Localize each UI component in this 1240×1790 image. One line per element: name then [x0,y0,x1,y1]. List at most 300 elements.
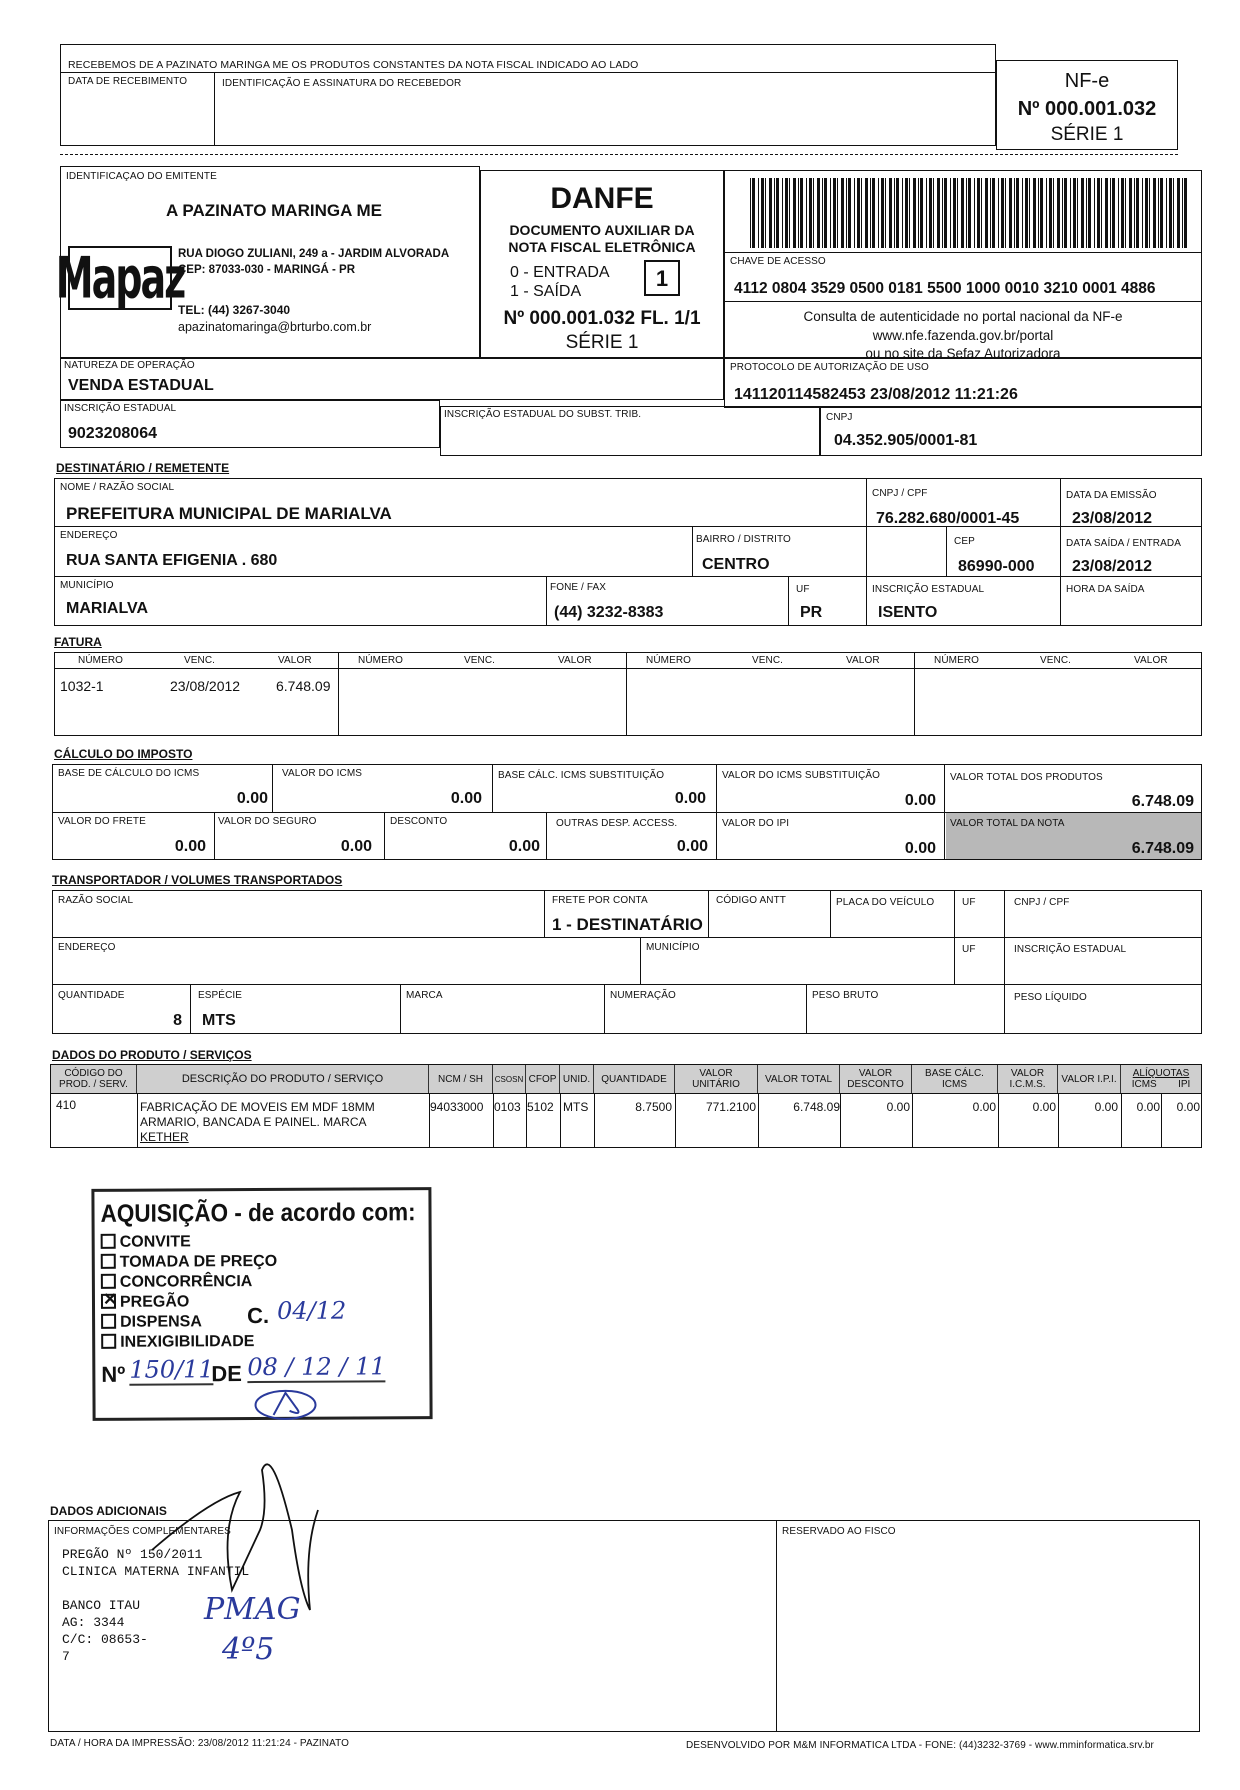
chave-consulta2: www.nfe.fazenda.gov.br/portal [872,328,1054,343]
fatura-header-2-2: VENC. [464,655,496,666]
transp-antt-label: CÓDIGO ANTT [716,895,786,906]
product-column-divider [560,1093,561,1148]
prod-csosn: 0103 [494,1100,521,1114]
barcode-bar [1142,178,1143,248]
barcode-bar [1046,178,1047,248]
barcode-bar [992,178,995,248]
barcode-bar [857,178,860,248]
barcode-bar [896,178,899,248]
signature [150,1440,350,1640]
barcode-bar [776,178,779,248]
barcode-bar [1073,178,1076,248]
dest-fone-label: FONE / FAX [550,582,607,593]
barcode-bar [957,178,958,248]
barcode-bar [1014,178,1015,248]
dest-bairro-label: BAIRRO / DISTRITO [696,534,791,545]
hdr-aliq-label: ALÍQUOTAS [1132,1068,1190,1079]
barcode-bar [913,178,916,248]
hdr-vicms: VALOR I.C.M.S. [998,1065,1058,1093]
danfe-serie: SÉRIE 1 [565,332,639,353]
transp-municipio-label: MUNICÍPIO [646,942,700,953]
barcode-bar [905,178,908,248]
transp-frete-label: FRETE POR CONTA [552,895,648,906]
transp-numeracao-label: NUMERAÇÃO [610,990,676,1001]
destinatario-section: DESTINATÁRIO / REMETENTE [56,461,230,475]
transp-razao-label: RAZÃO SOCIAL [58,895,134,906]
prod-unid: MTS [563,1100,589,1114]
transp-qtd-label: QUANTIDADE [58,990,125,1001]
barcode-bar [1121,178,1124,248]
barcode-bar [909,178,910,248]
barcode-bar [998,178,999,248]
barcode [750,178,1190,248]
product-column-divider [1058,1093,1059,1148]
fatura-header-1-1: NÚMERO [78,655,124,666]
fatura-header-4-3: VALOR [1134,655,1168,666]
transp-cnpj-label: CNPJ / CPF [1014,897,1070,908]
barcode-bar [1009,178,1012,248]
barcode-bar [1038,178,1039,248]
dest-endereco-label: ENDEREÇO [60,530,118,541]
transp-marca-label: MARCA [406,990,443,1001]
barcode-bar [848,178,851,248]
prod-qtd: 8.7500 [635,1100,672,1114]
prod-vipi: 0.00 [1094,1100,1118,1114]
dest-endereco: RUA SANTA EFIGENIA . 680 [66,552,278,569]
barcode-bar [789,178,790,248]
prod-codigo: 410 [56,1098,77,1112]
prod-vicms: 0.00 [1032,1100,1056,1114]
dest-name: PREFEITURA MUNICIPAL DE MARIALVA [66,504,392,523]
hand-note-2: 4º5 [222,1632,275,1667]
emitente-logo [55,245,185,311]
info-line: PREGÃO Nº 150/2011 [62,1547,203,1562]
barcode-bar [1110,178,1111,248]
barcode-bar [1153,178,1156,248]
chave-value: 4112 0804 3529 0500 0181 5500 1000 0010 3210 0001 4886 [734,280,1156,297]
barcode-bar [1149,178,1150,248]
product-column-divider [912,1093,913,1148]
hdr-ncm: NCM / SH [429,1065,493,1093]
info-line: BANCO ITAU [62,1598,141,1613]
danfe-number: Nº 000.001.032 FL. 1/1 [503,308,701,329]
barcode-bar [990,178,991,248]
fatura-venc: 23/08/2012 [170,678,241,694]
barcode-bar [846,178,847,248]
stamp-checkbox-checked: ✕ [102,1289,118,1309]
barcode-bar [798,178,799,248]
barcode-bar [1129,178,1132,248]
imp-desconto-label: DESCONTO [390,816,448,827]
fatura-header-3-1: NÚMERO [646,655,692,666]
hdr-qtd: QUANTIDADE [594,1065,675,1093]
dest-hora-label: HORA DA SAÍDA [1066,584,1145,595]
product-column-divider [840,1093,841,1148]
info-line: AG: 3344 [62,1615,125,1630]
transp-bruto-label: PESO BRUTO [812,990,879,1001]
imp-frete: 0.00 [174,838,206,855]
receipt-nfe-number: Nº 000.001.032 [1017,98,1157,120]
barcode-bar [1029,178,1030,248]
prod-aicms: 0.00 [1136,1100,1160,1114]
transp-endereco-label: ENDEREÇO [58,942,116,953]
receipt-nfe-serie: SÉRIE 1 [1050,124,1124,145]
imp-base-icms: 0.00 [236,790,268,807]
barcode-bar [1101,178,1102,248]
dest-cep: 86990-000 [958,558,1035,575]
emitente-address: RUA DIOGO ZULIANI, 249 a - JARDIM ALVORADA [178,248,450,260]
barcode-bar [944,178,947,248]
barcode-bar [1105,178,1108,248]
imp-total-prod: 6.748.09 [1131,793,1194,810]
stamp-item-concorrencia: CONCORRÊNCIA [101,1273,253,1292]
barcode-bar [1173,178,1174,248]
barcode-bar [1086,178,1087,248]
receipt-date-label: DATA DE RECEBIMENTO [68,76,188,87]
imp-valor-icms-label: VALOR DO ICMS [282,768,363,779]
barcode-bar [1166,178,1167,248]
barcode-bar [1112,178,1115,248]
receipt-cut-line [60,154,1178,155]
dest-cep-label: CEP [954,536,975,547]
stamp-checkbox [101,1234,116,1249]
stamp-checkbox [101,1314,116,1329]
natureza-value: VENDA ESTADUAL [68,377,214,394]
imp-valor-st-label: VALOR DO ICMS SUBSTITUIÇÃO [722,770,880,781]
fatura-section: FATURA [54,635,102,649]
protocolo-label: PROTOCOLO DE AUTORIZAÇÃO DE USO [730,362,929,373]
emitente-label: IDENTIFICAÇAO DO EMITENTE [66,171,217,182]
acquisition-stamp [91,1187,432,1421]
barcode-bar [1033,178,1036,248]
stamp-item-pregao: ✕ PREGÃO [102,1289,190,1311]
dest-uf-label: UF [796,584,810,595]
danfe-entrada: 0 - ENTRADA [510,264,610,281]
produtos-section: DADOS DO PRODUTO / SERVIÇOS [52,1048,252,1062]
hand-note-1: PMAG [204,1592,301,1627]
cnpj-label: CNPJ [826,412,853,423]
prod-bcicms: 0.00 [972,1100,996,1114]
barcode-bar [870,178,871,248]
barcode-bar [881,178,884,248]
transportador-section: TRANSPORTADOR / VOLUMES TRANSPORTADOS [52,873,343,887]
barcode-bar [813,178,814,248]
info-label: INFORMAÇÕES COMPLEMENTARES [54,1526,231,1537]
ie-st-label: INSCRIÇÃO ESTADUAL DO SUBST. TRIB. [444,409,642,420]
stamp-c-value: 04/12 [276,1296,347,1325]
barcode-bar [793,178,796,248]
hdr-aliq [1121,1065,1201,1093]
barcode-bar [1016,178,1019,248]
dest-emissao-label: DATA DA EMISSÃO [1066,490,1157,501]
barcode-bar [774,178,775,248]
receipt-sign-label: IDENTIFICAÇÃO E ASSINATURA DO RECEBEDOR [222,78,462,89]
danfe-title: DANFE [550,182,654,215]
fatura-header-1-2: VENC. [184,655,216,666]
stamp-de-value: 08 / 12 / 11 [247,1352,386,1382]
prod-desc1: FABRICAÇÃO DE MOVEIS EM MDF 18MM [140,1100,375,1114]
fatura-box [54,652,1202,736]
barcode-bar [1049,178,1052,248]
emitente-name: A PAZINATO MARINGA ME [166,201,382,220]
footer-left: DATA / HORA DA IMPRESSÃO: 23/08/2012 11:21:24 - PAZINATO [50,1738,350,1749]
barcode-bar [933,178,934,248]
barcode-bar [1005,178,1006,248]
hdr-descricao: DESCRIÇÃO DO PRODUTO / SERVIÇO [137,1065,429,1093]
produtos-header-row [51,1065,1201,1093]
fatura-valor: 6.748.09 [276,678,331,694]
fatura-header-4-2: VENC. [1040,655,1072,666]
info-line: 7 [62,1649,70,1664]
receipt-header: RECEBEMOS DE A PAZINATO MARINGA ME OS PRODUTOS CONSTANTES DA NOTA FISCAL INDICADO AO LADO [68,59,639,71]
stamp-item-inexigibilidade: INEXIGIBILIDADE [101,1333,254,1352]
chave-consulta1: Consulta de autenticidade no portal nacional da NF-e [803,309,1123,324]
info-line: CLINICA MATERNA INFANTIL [62,1564,250,1579]
barcode-bar [942,178,943,248]
stamp-item-dispensa: DISPENSA [101,1313,202,1332]
danfe-subtitle1: DOCUMENTO AUXILIAR DA [509,222,695,238]
product-column-divider [137,1093,138,1148]
fatura-header-3-3: VALOR [846,655,880,666]
hdr-csosn: CSOSN [493,1065,526,1093]
danfe-saida: 1 - SAÍDA [510,283,582,300]
transp-qtd: 8 [173,1012,182,1029]
transp-especie-label: ESPÉCIE [198,990,243,1001]
imp-valor-icms: 0.00 [450,790,482,807]
barcode-bar [953,178,956,248]
barcode-bar [761,178,764,248]
imp-outras: 0.00 [676,838,708,855]
protocolo-value: 141120114582453 23/08/2012 11:21:26 [734,386,1018,403]
barcode-bar [1118,178,1119,248]
transp-especie: MTS [202,1012,236,1029]
barcode-bar [961,178,964,248]
imp-seguro: 0.00 [340,838,372,855]
hdr-vipi: VALOR I.P.I. [1058,1065,1121,1093]
barcode-bar [894,178,895,248]
stamp-n-label: Nº [101,1361,126,1387]
imp-total-prod-label: VALOR TOTAL DOS PRODUTOS [950,772,1103,783]
barcode-bar [1136,178,1139,248]
barcode-bar [1145,178,1148,248]
dest-cnpj-label: CNPJ / CPF [872,488,928,499]
barcode-bar [1125,178,1126,248]
barcode-bar [837,178,838,248]
stamp-item-convite: CONVITE [101,1233,191,1251]
stamp-checkbox [101,1254,116,1269]
barcode-bar [1025,178,1028,248]
danfe-tipo-box: 1 [644,260,680,296]
barcode-bar [1158,178,1159,248]
barcode-bar [920,178,923,248]
barcode-bar [937,178,940,248]
barcode-bar [902,178,903,248]
info-line: C/C: 08653- [62,1632,148,1647]
stamp-item-tomada: TOMADA DE PREÇO [101,1253,277,1272]
emitente-tel: TEL: (44) 3267-3040 [178,303,291,317]
barcode-bar [841,178,844,248]
barcode-bar [918,178,919,248]
stamp-checkbox [101,1274,116,1289]
prod-desc2: ARMARIO, BANCADA E PAINEL. MARCA [140,1115,367,1129]
barcode-bar [1001,178,1004,248]
imp-base-icms-label: BASE DE CÁLCULO DO ICMS [58,768,200,779]
barcode-bar [833,178,836,248]
ie-value: 9023208064 [68,425,157,442]
imp-frete-label: VALOR DO FRETE [58,816,146,827]
barcode-bar [1160,178,1163,248]
barcode-bar [1053,178,1054,248]
product-column-divider [998,1093,999,1148]
barcode-bar [800,178,803,248]
hdr-cfop: CFOP [526,1065,560,1093]
imp-total-nota-label: VALOR TOTAL DA NOTA [950,818,1065,829]
barcode-bar [929,178,932,248]
emitente-logo-text: Mapaz [55,245,185,311]
prod-aipi: 0.00 [1176,1100,1200,1114]
ie-label: INSCRIÇÃO ESTADUAL [64,403,177,414]
barcode-bar [1134,178,1135,248]
barcode-bar [822,178,823,248]
fisco-label: RESERVADO AO FISCO [782,1526,896,1537]
prod-cfop: 5102 [527,1100,554,1114]
barcode-bar [865,178,868,248]
barcode-bar [769,178,772,248]
fatura-header-2-1: NÚMERO [358,655,404,666]
product-column-divider [594,1093,595,1148]
barcode-bar [1182,178,1183,248]
emitente-email: apazinatomaringa@brturbo.com.br [178,320,372,334]
fatura-header-3-2: VENC. [752,655,784,666]
barcode-bar [977,178,980,248]
barcode-bar [809,178,812,248]
dest-ie: ISENTO [878,604,938,621]
prod-desc3: KETHER [140,1130,189,1144]
hdr-unid: UNID. [560,1065,594,1093]
stamp-checkbox [101,1334,116,1349]
barcode-bar [752,178,755,248]
emitente-cep: CEP: 87033-030 - MARINGÁ - PR [178,264,356,276]
prod-vtotal: 6.748.09 [793,1100,840,1114]
barcode-bar [974,178,975,248]
barcode-bar [750,178,751,248]
chave-label: CHAVE DE ACESSO [730,256,826,267]
barcode-bar [785,178,788,248]
barcode-bar [1094,178,1095,248]
stamp-c-label: C. [246,1302,270,1329]
barcode-bar [1057,178,1060,248]
barcode-bar [758,178,759,248]
transp-frete: 1 - DESTINATÁRIO [552,915,703,934]
barcode-bar [1040,178,1043,248]
imp-total-nota: 6.748.09 [1131,840,1194,857]
stamp-n-value: 150/11 [129,1355,214,1384]
dest-cnpj: 76.282.680/0001-45 [876,510,1020,527]
barcode-bar [782,178,783,248]
barcode-bar [889,178,892,248]
stamp-de-label: DE [211,1361,242,1387]
barcode-bar [806,178,807,248]
barcode-bar [1081,178,1084,248]
imp-base-st: 0.00 [674,790,706,807]
barcode-bar [861,178,862,248]
fatura-header-4-1: NÚMERO [934,655,980,666]
fatura-header-2-3: VALOR [558,655,592,666]
hdr-aliq-ipi: IPI [1178,1079,1191,1090]
dest-name-label: NOME / RAZÃO SOCIAL [60,482,175,493]
dest-uf: PR [800,604,823,621]
barcode-bar [830,178,831,248]
imp-ipi: 0.00 [904,840,936,857]
imp-base-st-label: BASE CÁLC. ICMS SUBSTITUIÇÃO [498,770,665,781]
hdr-aliq-icms: ICMS [1131,1079,1157,1090]
barcode-bar [817,178,820,248]
barcode-bar [854,178,855,248]
barcode-bar [1077,178,1078,248]
dest-saida: 23/08/2012 [1072,558,1153,575]
barcode-bar [1070,178,1071,248]
barcode-bar [765,178,766,248]
dest-municipio: MARIALVA [66,600,149,617]
barcode-bar [1088,178,1091,248]
dest-fone: (44) 3232-8383 [554,604,664,621]
transp-ie-label: INSCRIÇÃO ESTADUAL [1014,944,1127,955]
barcode-bar [950,178,951,248]
hdr-vtotal: VALOR TOTAL [758,1065,840,1093]
barcode-bar [1097,178,1100,248]
prod-vunit: 771.2100 [705,1100,756,1114]
barcode-bar [981,178,982,248]
barcode-bar [926,178,927,248]
transp-uf2-label: UF [962,944,976,955]
dest-ie-label: INSCRIÇÃO ESTADUAL [872,584,985,595]
dest-bairro: CENTRO [702,556,770,573]
cnpj-value: 04.352.905/0001-81 [834,432,978,449]
barcode-bar [885,178,886,248]
chave-consulta3: ou no site da Sefaz Autorizadora [865,346,1061,358]
barcode-bar [1022,178,1023,248]
product-column-divider [758,1093,759,1148]
hdr-vdesc: VALOR DESCONTO [840,1065,912,1093]
hdr-vunit: VALOR UNITÁRIO [675,1065,758,1093]
barcode-bar [966,178,967,248]
danfe-subtitle2: NOTA FISCAL ELETRÔNICA [508,239,696,255]
prod-vdesc: 0.00 [886,1100,910,1114]
barcode-bar [968,178,971,248]
natureza-label: NATUREZA DE OPERAÇÃO [64,360,195,371]
prod-ncm: 94033000 [430,1100,484,1114]
barcode-bar [985,178,988,248]
barcode-bar [1062,178,1063,248]
imp-desconto: 0.00 [508,838,540,855]
stamp-initials-mark [245,1387,335,1423]
imp-valor-st: 0.00 [904,792,936,809]
imp-ipi-label: VALOR DO IPI [722,818,790,829]
imposto-section: CÁLCULO DO IMPOSTO [54,747,193,761]
footer-right: DESENVOLVIDO POR M&M INFORMATICA LTDA - FONE: (44)3232-3769 - www.mminformatica.srv.br [686,1740,1154,1751]
barcode-bar [1177,178,1180,248]
fatura-numero: 1032-1 [60,678,104,694]
receipt-nfe-label: NF-e [1064,70,1110,92]
hdr-codigo: CÓDIGO DO PROD. / SERV. [51,1065,137,1093]
barcode-bar [824,178,827,248]
transp-liquido-label: PESO LÍQUIDO [1014,992,1087,1003]
adicionais-section: DADOS ADICIONAIS [50,1504,167,1518]
imp-outras-label: OUTRAS DESP. ACCESS. [556,818,678,829]
fatura-header-1-3: VALOR [278,655,312,666]
dest-saida-label: DATA SAÍDA / ENTRADA [1066,538,1181,549]
barcode-bar [872,178,875,248]
